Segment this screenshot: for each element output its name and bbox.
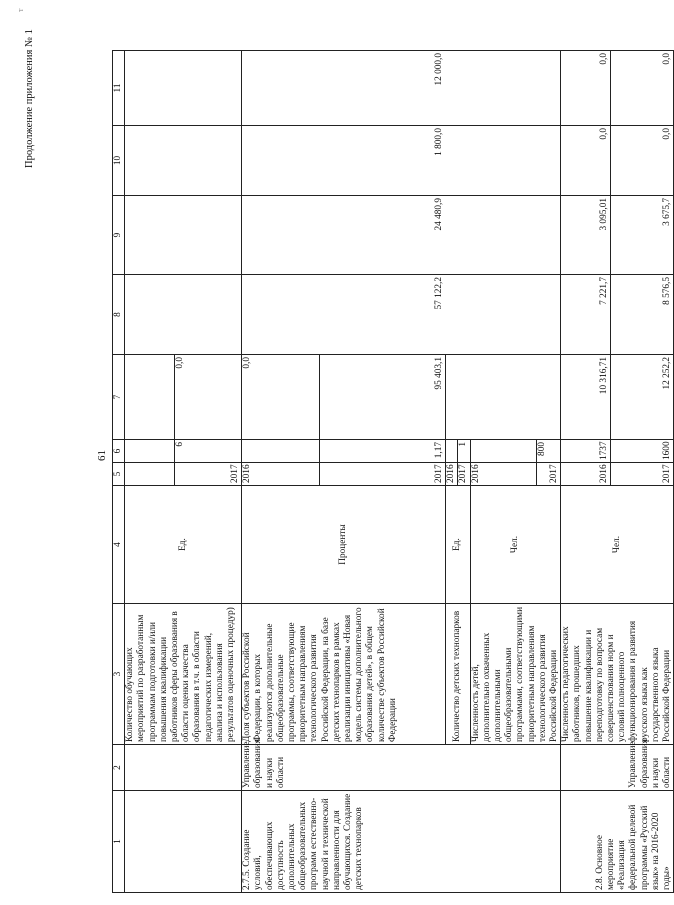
header-row	[113, 51, 125, 893]
cell-value: 3 095,01	[561, 196, 611, 275]
cell-empty	[125, 51, 242, 126]
cell-year: 2016	[446, 463, 458, 486]
cell-value: 0,0	[561, 126, 611, 196]
cell-indicator: Численность детей, дополнительно охваченных дополнительными общеобразовательными программами, соответствующими приоритетным направлениям технологического развития Российской Федерации	[470, 604, 561, 745]
cell-empty	[125, 126, 242, 196]
cell-value: 800	[537, 440, 561, 463]
cell-value: 12 000,0	[242, 51, 561, 126]
cell-activity: 2.7.5. Создание условий, обеспечивающих доступность дополнительных общеобразовательных программ естественно-научной и технической направленности для обучающихся. Создание детских технопарков	[242, 791, 561, 893]
cell-value: 24 480,9	[242, 196, 561, 275]
header-col-5: 5	[113, 463, 125, 486]
cell-value: 6	[175, 440, 242, 463]
cell-year: 2016	[242, 463, 320, 486]
cell-executor: Управление образования и науки области	[561, 745, 674, 791]
cell-empty	[125, 355, 175, 440]
header-col-9: 9	[113, 196, 125, 275]
cell-indicator: Доля субъектов Российской Федерации, в которых реализуются дополнительные общеобразовательные программы, соответствующие приоритетным направлениям технологического развития Российской Федерации, на базе детских технопарков в рамках реализации инициативы «Новая модель системы дополнительного образования детей», в общем количестве субъектов Российской Федерации	[242, 604, 446, 745]
margin-mark: т	[16, 8, 25, 12]
cell-indicator: Количество обучающих мероприятий по разработанным программам подготовки и/или повышения квалификации работников сферы образования в области оценки качества образования в т.ч. в области педагогических измерений, анализа и использования результатов оценочных процедур)	[125, 604, 242, 745]
cell-value: 1737	[561, 440, 611, 463]
cell-value: 10 316,71	[561, 355, 611, 440]
cell-indicator: Количество детских технопарков	[446, 604, 470, 745]
cell-value: 0,0	[175, 355, 242, 440]
header-col-10: 10	[113, 126, 125, 196]
cell-empty	[125, 791, 242, 893]
cell-empty	[470, 440, 537, 463]
cell-value: 1600	[611, 440, 674, 463]
cell-empty	[125, 275, 242, 355]
cell-year: 2017	[537, 463, 561, 486]
cell-value: 1	[458, 440, 470, 463]
cell-unit: Ед.	[125, 486, 242, 604]
cell-year: 2017	[320, 463, 446, 486]
header-col-4: 4	[113, 486, 125, 604]
header-col-11: 11	[113, 51, 125, 126]
table-row	[561, 51, 611, 893]
cell-unit: Чел.	[561, 486, 674, 604]
cell-empty	[125, 745, 242, 791]
cell-value: 0,0	[611, 126, 674, 196]
cell-empty	[446, 355, 561, 440]
table-row	[125, 51, 175, 893]
cell-year: 2017	[611, 463, 674, 486]
continuation-caption: Продолжение приложения № 1	[24, 29, 35, 168]
cell-year: 2017	[175, 463, 242, 486]
program-indicators-table	[112, 50, 674, 893]
cell-value: 3 675,7	[611, 196, 674, 275]
table-row	[242, 51, 320, 893]
cell-unit: Ед.	[446, 486, 470, 604]
cell-value: 0,0	[611, 51, 674, 126]
cell-value: 57 122,2	[242, 275, 561, 355]
cell-year: 2016	[470, 463, 537, 486]
header-col-1: 1	[113, 791, 125, 893]
cell-empty	[446, 440, 458, 463]
header-col-6: 6	[113, 440, 125, 463]
cell-unit: Чел.	[470, 486, 561, 604]
cell-value: 8 576,5	[611, 275, 674, 355]
cell-indicator: Численность педагогических работников, прошедших повышение квалификации и переподготовку по вопросам совершенствования норм и условий полноценного функционирования и развития русского языка как государственного языка Российской Федерации	[561, 604, 674, 745]
cell-executor: Управление образования и науки области	[242, 745, 561, 791]
cell-value: 1 800,0	[242, 126, 561, 196]
cell-value: 0,0	[242, 355, 320, 440]
cell-empty	[125, 440, 175, 463]
header-col-2: 2	[113, 745, 125, 791]
cell-unit: Проценты	[242, 486, 446, 604]
cell-value: 95 403,1	[320, 355, 446, 440]
header-col-7: 7	[113, 355, 125, 440]
cell-value: 7 221,7	[561, 275, 611, 355]
page-number: 61	[96, 450, 108, 461]
cell-value: 12 252,2	[611, 355, 674, 440]
header-col-8: 8	[113, 275, 125, 355]
cell-empty	[125, 463, 175, 486]
cell-empty	[125, 196, 242, 275]
cell-activity: 2.8. Основное мероприятие «Реализация федеральной целевой программы «Русский язык» на 2016-2020 годы»	[561, 791, 674, 893]
cell-value: 0,0	[561, 51, 611, 126]
cell-value: 1,17	[320, 440, 446, 463]
cell-empty	[242, 440, 320, 463]
cell-year: 2016	[561, 463, 611, 486]
header-col-3: 3	[113, 604, 125, 745]
cell-year: 2017	[458, 463, 470, 486]
